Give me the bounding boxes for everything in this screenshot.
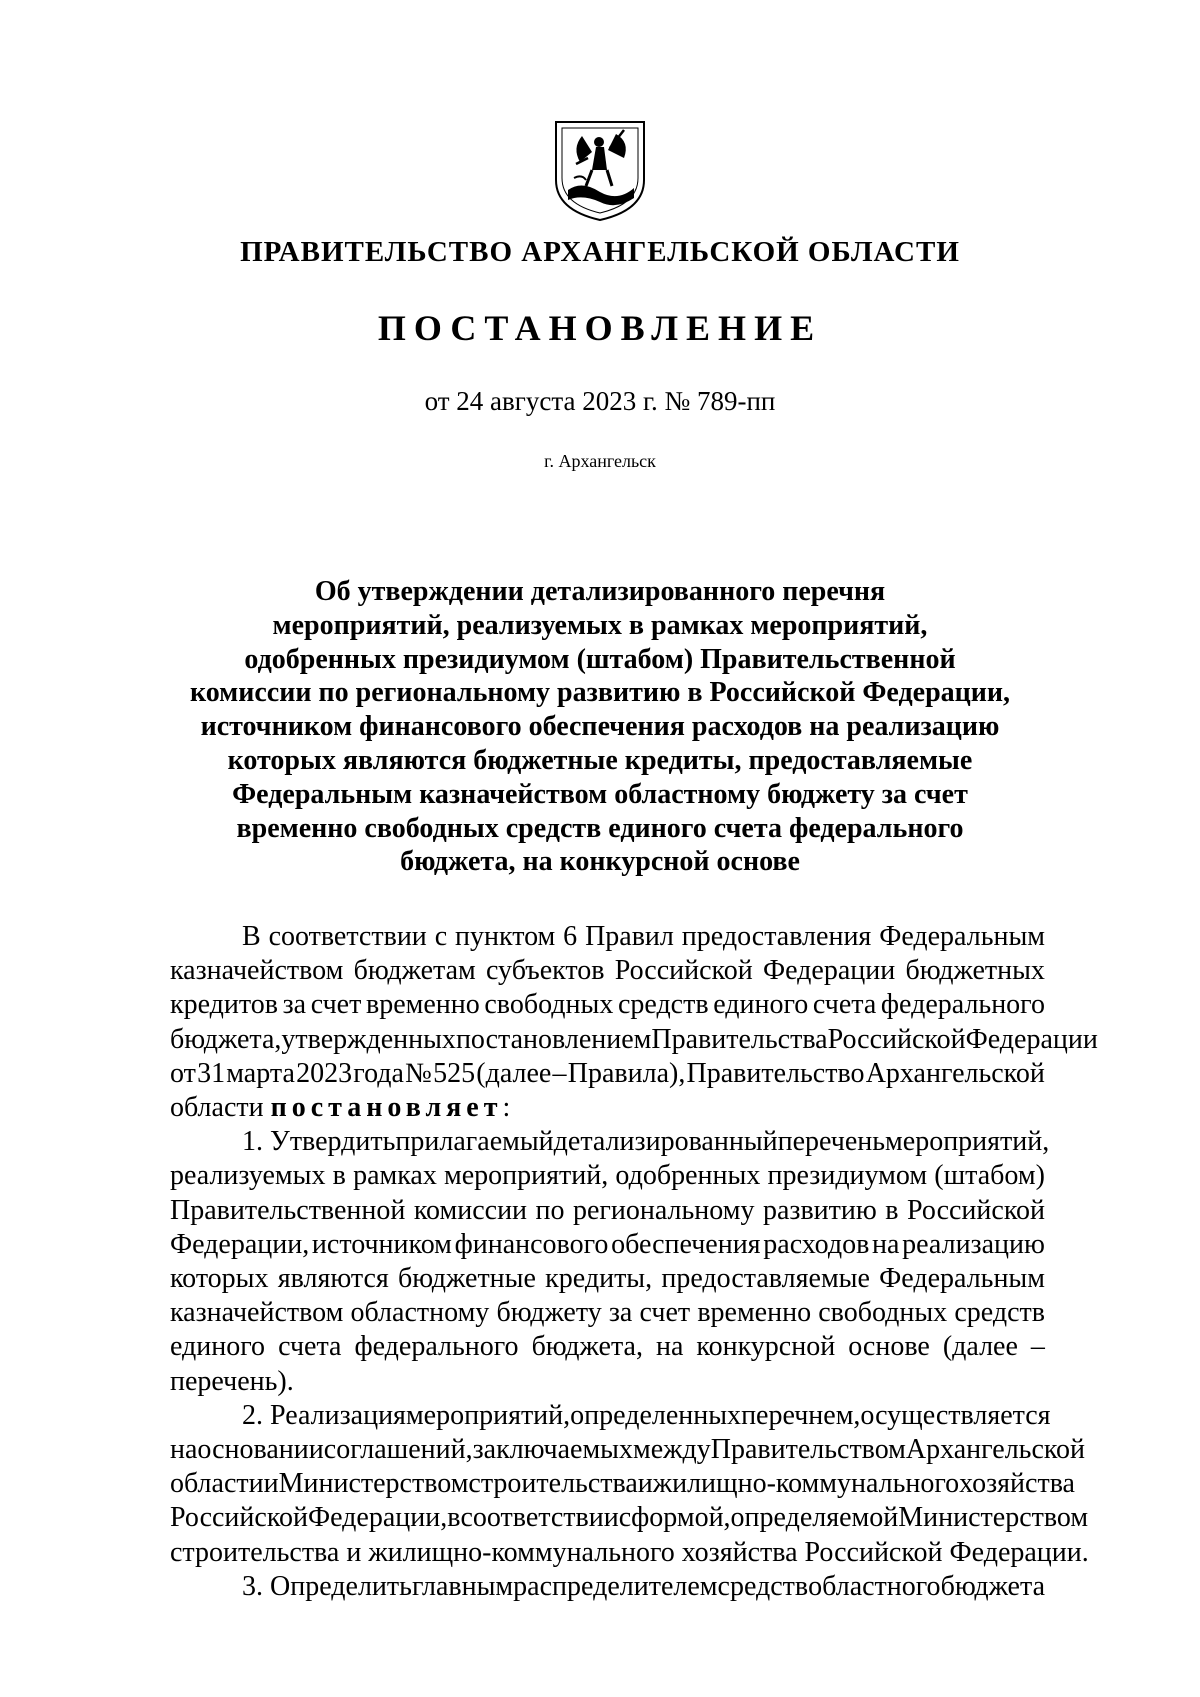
word: одобренных [615,1160,761,1192]
word: соответствии [268,921,427,952]
word: 1. Утвердить [242,1126,396,1158]
word: Архангельской [905,1434,1086,1466]
word: по [535,1194,565,1226]
word: 6 [563,921,578,952]
intro-paragraph [170,920,1098,1091]
word: казначейством [170,955,344,987]
word: соглашений, [323,1434,473,1466]
word: № [405,1057,432,1089]
word: Министерством [898,1502,1089,1534]
paragraph-1 [170,1125,1050,1364]
word: осуществляется [860,1399,1051,1431]
word: Федерации [965,1023,1098,1055]
word: 2023 [296,1057,353,1089]
word: хозяйства [959,1468,1075,1500]
word: единого [170,1331,266,1363]
word: на [170,1434,198,1466]
word: на [655,1331,684,1363]
word: Российской [614,955,753,987]
paragraph-1-last-line: перечень). [170,1365,294,1397]
word: Российской [170,1502,308,1534]
text-line [170,1433,1086,1467]
word: счета [278,1331,342,1363]
document-body [170,920,1098,1604]
word: заключаемых [472,1434,633,1466]
title-line: которых являются бюджетные кредиты, предоставляемые [227,744,973,776]
city-name: г. Архангельск [544,451,656,471]
word: средств [717,1570,809,1602]
word: (штабом) [934,1160,1045,1192]
title-line: комиссии по региональному развитию в Российской Федерации, [189,677,1011,709]
word: федерального [354,1331,519,1363]
word: основании [197,1434,324,1466]
word: реализуемых [170,1160,326,1192]
word: конкурсной [696,1331,836,1363]
word: и [263,1468,279,1500]
word: бюджетные [398,1263,536,1295]
text-line [170,1057,1045,1091]
text-line [170,1159,1045,1193]
word: прилагаемый [395,1126,554,1158]
title-line: одобренных президиумом (штабом) Правительственной [244,643,956,675]
word: за [282,989,307,1021]
word: предоставляемые [661,1263,870,1295]
word: Правительством [710,1434,906,1466]
document-type: ПОСТАНОВЛЕНИЕ [377,308,823,348]
word: Российской [827,1023,966,1055]
text-line [170,954,1045,988]
text-line [170,1399,1051,1433]
word: постановлением [455,1023,652,1055]
coat-of-arms-icon [552,118,648,222]
word: Правила), [567,1057,686,1089]
word: средств [617,989,709,1021]
word: региональному [573,1194,755,1226]
word: жилищно-коммунального [652,1468,960,1500]
text-line [170,1023,1098,1057]
word: бюджетам [353,955,476,987]
word: рамках [353,1160,437,1192]
word: президиумом [767,1160,928,1192]
word: определенных [570,1399,742,1431]
text-line [170,1194,1045,1228]
word: (далее [476,1057,552,1089]
text-line [170,1228,1045,1262]
word: формой, [631,1502,731,1534]
word: от [170,1057,196,1089]
text-line [170,1296,1045,1330]
word: Федерации, [170,1228,310,1260]
word: комиссии [413,1194,528,1226]
word: перечень [777,1126,886,1158]
word: пунктом [455,921,556,952]
word: строительства [468,1468,638,1500]
title-line: источником финансового обеспечения расходов на реализацию [200,711,1000,743]
word: распределителем [513,1570,718,1602]
word: в [332,1160,346,1192]
word: областного [808,1570,941,1602]
word: в [885,1194,899,1226]
word: – [1030,1331,1045,1363]
word: с [434,921,448,952]
word: соответствии [460,1502,619,1534]
word: утвержденных [281,1023,456,1055]
word: Федеральным [879,1263,1045,1295]
word: расходов [763,1228,870,1260]
word: в [447,1502,461,1534]
word: развитию [762,1194,877,1226]
word: детализированный [553,1126,778,1158]
word: Федерации [763,955,896,987]
word: В [242,921,261,952]
word: года [353,1057,404,1089]
date-and-number: от 24 августа 2023 г. № 789-пп [424,386,776,416]
word: Министерством [278,1468,469,1500]
word: мероприятий, [405,1399,571,1431]
word: Правительство [686,1057,865,1089]
word: между [633,1434,711,1466]
word: бюджетных [905,955,1045,987]
word: определяемой [730,1502,899,1534]
word: кредитов [170,989,278,1021]
word: главным [411,1570,514,1602]
word: единого [713,989,809,1021]
word: реализацию [902,1228,1045,1260]
title-line: Федеральным казначейством областному бюджету за счет [232,778,968,810]
word: Российской [907,1194,1045,1226]
word: мероприятий, [444,1160,609,1192]
word: Архангельской [865,1057,1045,1089]
word: на [872,1228,900,1260]
word: федерального [880,989,1045,1021]
text-line [170,920,1045,954]
word: 31 [197,1057,226,1089]
text-line [170,1501,1089,1535]
word: и [637,1468,653,1500]
word: основе [848,1331,930,1363]
paragraph-2 [170,1399,1089,1536]
word: Федеральным [879,921,1045,952]
word: временно [697,1297,812,1329]
word: 2. Реализация [242,1399,406,1431]
word: бюджета [940,1570,1045,1602]
word: которых [170,1263,269,1295]
word: являются [277,1263,389,1295]
word: субъектов [486,955,605,987]
title-line: мероприятий, реализуемых в рамках мероприятий, [272,609,928,641]
word: 525 [433,1057,476,1089]
word: бюджету [496,1297,602,1329]
word: временно [365,989,480,1021]
document-title [0,575,1200,879]
government-name: ПРАВИТЕЛЬСТВО АРХАНГЕЛЬСКОЙ ОБЛАСТИ [240,236,960,268]
word: областному [350,1297,490,1329]
word: Федерации, [308,1502,448,1534]
word: бюджета, [531,1331,643,1363]
word: счета [812,989,877,1021]
text-line [170,1467,1075,1501]
word: перечнем, [741,1399,861,1431]
resolution-word: постановляет [270,1092,503,1124]
word: мероприятий, [885,1126,1050,1158]
word: области [170,1468,264,1500]
word: свободных [818,1297,948,1329]
word: предоставления [681,921,872,952]
word: обеспечения [611,1228,761,1260]
title-line: Об утверждении детализированного перечня [314,576,886,607]
text-line [170,1330,1045,1364]
word: Правительственной [170,1194,406,1226]
word: кредиты, [545,1263,653,1295]
word: (далее [942,1331,1018,1363]
paragraph-2-last-line: строительства и жилищно-коммунального хозяйства Российской Федерации. [170,1536,1089,1568]
word: Правительства [651,1023,828,1055]
word: счет [639,1297,691,1329]
word: финансового [454,1228,609,1260]
text-line [170,1125,1050,1159]
text-line [170,1570,1045,1604]
word: казначейством [170,1297,344,1329]
word: свободных [484,989,614,1021]
word: средств [954,1297,1045,1329]
intro-last-line [170,1091,1045,1125]
text-line [170,988,1045,1022]
title-line: временно свободных средств единого счета федерального [236,812,964,844]
word: марта [226,1057,295,1089]
word: бюджета, [170,1023,282,1055]
intro-last-prefix: области [170,1092,271,1124]
title-line: бюджета, на конкурсной основе [400,846,800,878]
paragraph-3 [170,1570,1045,1604]
word: Правил [585,921,674,952]
word: 3. Определить [242,1570,412,1602]
word: счет [310,989,362,1021]
word: – [552,1057,567,1089]
word: с [618,1502,632,1534]
word: за [608,1297,633,1329]
text-line [170,1262,1045,1296]
intro-last-suffix: : [502,1092,511,1124]
word: источником [311,1228,452,1260]
